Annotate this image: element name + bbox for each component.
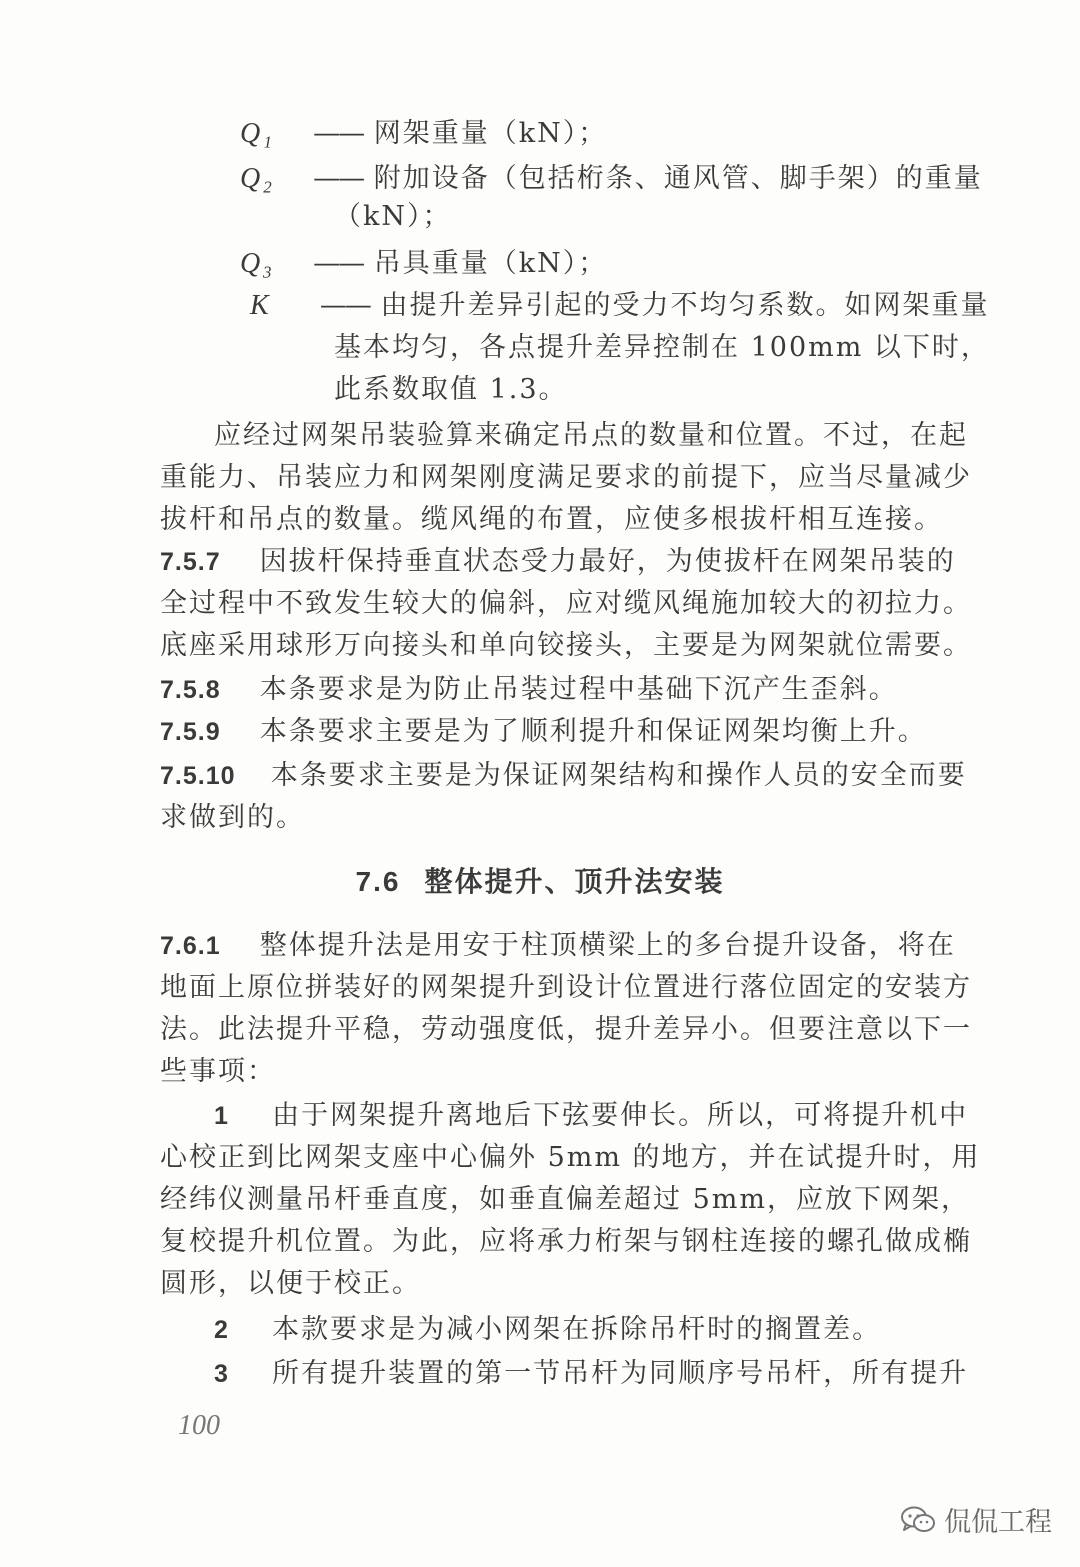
paragraph-line: 底座采用球形万向接头和单向铰接头，主要是为网架就位需要。 <box>160 630 972 661</box>
wechat-icon <box>900 1505 936 1535</box>
def-text: 网架重量（kN）； <box>373 118 608 149</box>
list-item <box>214 1356 968 1392</box>
clause-7-6-1 <box>160 928 956 964</box>
clause-number: 7.6.1 <box>160 932 221 960</box>
paragraph-line: 拔杆和吊点的数量。缆风绳的布置，应使多根拔杆相互连接。 <box>160 504 943 535</box>
dash: —— <box>313 163 364 194</box>
section-heading <box>0 862 1080 902</box>
watermark <box>900 1500 1052 1539</box>
def-continuation: 此系数取值 1.3。 <box>334 374 568 405</box>
section-title: 整体提升、顶升法安装 <box>424 865 725 898</box>
paragraph-line: 重能力、吊装应力和网架刚度满足要求的前提下，应当尽量减少 <box>160 462 972 493</box>
clause-number: 7.5.9 <box>160 718 221 746</box>
page-number: 100 <box>178 1410 220 1441</box>
paragraph-line: 心校正到比网架支座中心偏外 5mm 的地方，并在试提升时，用 <box>160 1142 981 1173</box>
item-number: 1 <box>214 1102 229 1130</box>
paragraph-line: 应经过网架吊装验算来确定吊点的数量和位置。不过，在起 <box>214 420 968 451</box>
list-item <box>214 1312 881 1348</box>
symbol: Q₃ <box>240 248 274 279</box>
clause-number: 7.5.8 <box>160 676 221 704</box>
item-text: 所有提升装置的第一节吊杆为同顺序号吊杆，所有提升 <box>272 1358 969 1389</box>
list-item <box>214 1098 968 1134</box>
def-continuation: 基本均匀，各点提升差异控制在 100mm 以下时， <box>334 332 990 363</box>
dash: —— <box>313 248 364 279</box>
def-row <box>240 116 607 152</box>
watermark-text: 侃侃工程 <box>944 1507 1052 1538</box>
symbol: K <box>250 290 271 321</box>
clause-text: 本条要求主要是为保证网架结构和操作人员的安全而要 <box>270 760 967 791</box>
item-number: 2 <box>214 1316 229 1344</box>
paragraph-line: 法。此法提升平稳，劳动强度低，提升差异小。但要注意以下一 <box>160 1014 972 1045</box>
clause-7-5-8 <box>160 672 898 708</box>
clause-text: 因拔杆保持垂直状态受力最好，为使拔杆在网架吊装的 <box>259 546 956 577</box>
dash: —— <box>319 290 370 321</box>
clause-number: 7.5.7 <box>160 548 221 576</box>
def-text: 由提升差异引起的受力不均匀系数。如网架重量 <box>380 290 990 321</box>
clause-text: 本条要求是为防止吊装过程中基础下沉产生歪斜。 <box>259 674 898 705</box>
paragraph-line: 些事项： <box>160 1056 276 1087</box>
paragraph-line: 地面上原位拼装好的网架提升到设计位置进行落位固定的安装方 <box>160 972 972 1003</box>
def-row <box>240 246 607 282</box>
clause-text: 整体提升法是用安于柱顶横梁上的多台提升设备，将在 <box>259 930 956 961</box>
paragraph-line: 全过程中不致发生较大的偏斜，应对缆风绳施加较大的初拉力。 <box>160 588 972 619</box>
dash: —— <box>313 118 364 149</box>
clause-7-5-7 <box>160 544 956 580</box>
paragraph-line: 复校提升机位置。为此，应将承力桁架与钢柱连接的螺孔做成椭 <box>160 1226 972 1257</box>
clause-text: 本条要求主要是为了顺利提升和保证网架均衡上升。 <box>259 716 927 747</box>
paragraph-line: 圆形，以便于校正。 <box>160 1268 421 1299</box>
def-row <box>250 288 989 324</box>
paragraph-line: 经纬仪测量吊杆垂直度，如垂直偏差超过 5mm，应放下网架， <box>160 1184 970 1215</box>
symbol: Q₂ <box>240 163 274 194</box>
def-text: 附加设备（包括桁条、通风管、脚手架）的重量 <box>373 163 983 194</box>
section-number: 7.6 <box>355 866 401 897</box>
item-text: 本款要求是为减小网架在拆除吊杆时的搁置差。 <box>272 1314 882 1345</box>
clause-number: 7.5.10 <box>160 762 236 790</box>
def-row <box>240 161 983 197</box>
clause-7-5-10 <box>160 758 967 794</box>
def-continuation: （kN）； <box>334 201 452 232</box>
item-text: 由于网架提升离地后下弦要伸长。所以，可将提升机中 <box>272 1100 969 1131</box>
symbol: Q₁ <box>240 118 274 149</box>
clause-7-5-9 <box>160 714 927 750</box>
def-text: 吊具重量（kN）； <box>373 248 608 279</box>
paragraph-line: 求做到的。 <box>160 802 305 833</box>
item-number: 3 <box>214 1360 229 1388</box>
